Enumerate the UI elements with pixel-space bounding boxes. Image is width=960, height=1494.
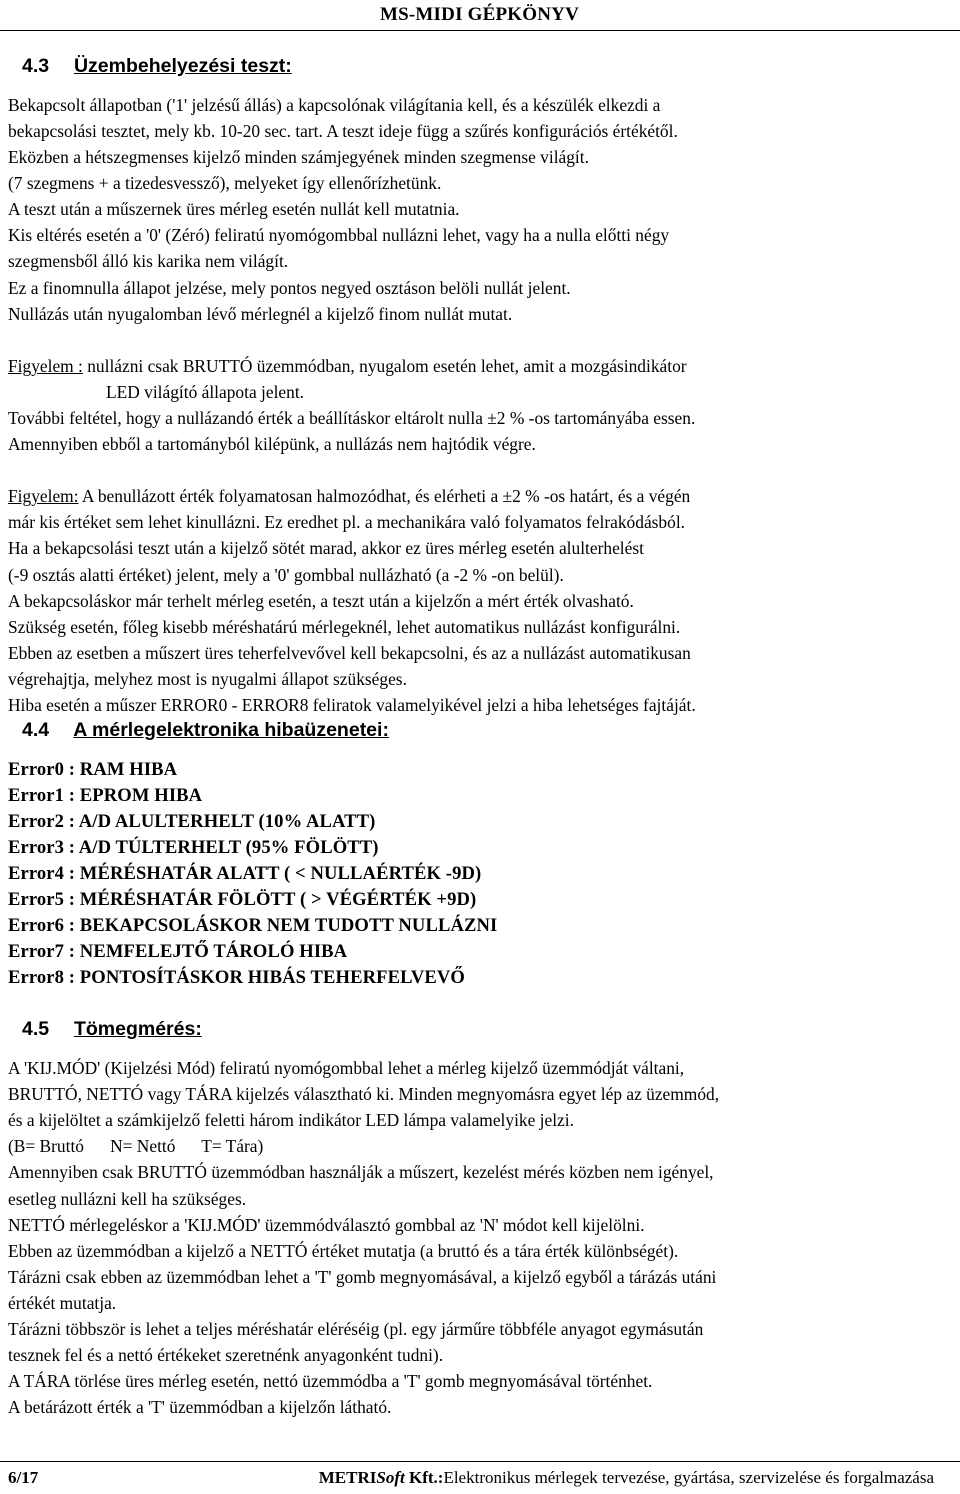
text-line: (-9 osztás alatti értéket) jelent, mely a '0' gombbal nullázható (a -2 % -on belül). (8, 565, 564, 585)
footer-text (319, 1468, 934, 1488)
text-line: bekapcsolási tesztet, mely kb. 10-20 sec. tart. A teszt ideje függ a szűrés konfigurációs értékétől. (8, 121, 678, 141)
text-line: Eközben a hétszegmenses kijelző minden számjegyének minden szegmense világít. (8, 147, 589, 167)
text-line: A betárázott érték a 'T' üzemmódban a kijelzőn látható. (8, 1397, 392, 1417)
section-number: 4.4 (22, 719, 50, 741)
text-line: esetleg nullázni kell ha szükséges. (8, 1189, 247, 1209)
text-line: Tárázni csak ebben az üzemmódban lehet a 'T' gomb megnyomásával, a kijelző egyből a tárázás utáni (8, 1267, 717, 1287)
note-label: Figyelem: (8, 486, 79, 506)
text-line: Ebben az esetben a műszert üres teherfelvevővel kell bekapcsolni, és az a nullázást automatikusan (8, 643, 691, 663)
text-line: Ez a finomnulla állapot jelzése, mely pontos negyed osztáson belöli nullát jelent. (8, 278, 571, 298)
note-text: nullázni csak BRUTTÓ üzemmódban, nyugalom esetén lehet, amit a mozgásindikátor (82, 356, 687, 376)
text-line: Hiba esetén a műszer ERROR0 - ERROR8 feliratok valamelyikével jelzi a hiba lehetséges fajtáját. (8, 695, 696, 715)
company-name-a: METRI (318, 1468, 377, 1487)
text-line: Tárázni többször is lehet a teljes méréshatár eléréséig (pl. egy járműre többféle anyagot egymásután (8, 1319, 704, 1339)
error-item: Error7 : NEMFELEJTŐ TÁROLÓ HIBA (8, 941, 348, 962)
section-4-3-heading (22, 55, 292, 78)
text-line: értékét mutatja. (8, 1293, 117, 1313)
section-4-4-heading (22, 719, 389, 742)
text-line: szegmensből álló kis karika nem világít. (8, 251, 289, 271)
text-line: Szükség esetén, főleg kisebb méréshatárú mérlegeknél, lehet automatikus nullázást konfigurálni. (8, 617, 681, 637)
section-title: Tömegmérés: (73, 1018, 202, 1040)
text-line: már kis értéket sem lehet kinullázni. Ez eredhet pl. a mechanikára való folyamatos felrakódásból. (8, 512, 686, 532)
note-line (8, 486, 690, 506)
text-line: A TÁRA törlése üres mérleg esetén, nettó üzemmódba a 'T' gomb megnyomásával történhet. (8, 1371, 653, 1391)
footer-divider (0, 1461, 960, 1462)
text-line: További feltétel, hogy a nullázandó érték a beállításkor eltárolt nulla ±2 % -os tartományába essen. (8, 408, 696, 428)
text-line: A teszt után a műszernek üres mérleg esetén nullát kell mutatnia. (8, 199, 460, 219)
text-line: Amennyiben ebből a tartományból kilépünk, a nullázás nem hajtódik végre. (8, 434, 536, 454)
text-line: Kis eltérés esetén a '0' (Zéró) feliratú nyomógombbal nullázni lehet, vagy ha a nulla előtti négy (8, 225, 670, 245)
error-item: Error6 : BEKAPCSOLÁSKOR NEM TUDOTT NULLÁZNI (8, 915, 498, 936)
error-item: Error2 : A/D ALULTERHELT (10% ALATT) (8, 811, 376, 832)
text-line: Nullázás után nyugalomban lévő mérlegnél a kijelző finom nullát mutat. (8, 304, 513, 324)
section-number: 4.3 (22, 55, 50, 77)
text-line: és a kijelöltet a számkijelző feletti három indikátor LED lámpa valamelyike jelzi. (8, 1110, 574, 1130)
text-line: végrehajtja, melyhez most is nyugalmi állapot szükséges. (8, 669, 407, 689)
error-item: Error4 : MÉRÉSHATÁR ALATT ( < NULLAÉRTÉK -9D) (8, 863, 482, 884)
header-title: MS-MIDI GÉPKÖNYV (380, 4, 579, 25)
text-line: LED világító állapota jelent. (106, 382, 304, 402)
text-line: (7 szegmens + a tizedesvessző), melyeket így ellenőrízhetünk. (8, 173, 442, 193)
error-item: Error1 : EPROM HIBA (8, 785, 203, 806)
note-text: A benullázott érték folyamatosan halmozódhat, és elérheti a ±2 % -os határt, és a végén (78, 486, 691, 506)
note-line (8, 356, 687, 376)
text-line: (B= Bruttó N= Nettó T= Tára) (8, 1136, 264, 1156)
page-number: 6/17 (8, 1468, 39, 1487)
error-item: Error5 : MÉRÉSHATÁR FÖLÖTT ( > VÉGÉRTÉK +9D) (8, 889, 477, 910)
text-line: Ha a bekapcsolási teszt után a kijelző sötét marad, akkor ez üres mérleg esetén alulterhelést (8, 538, 644, 558)
section-title: A mérlegelektronika hibaüzenetei: (73, 719, 389, 741)
company-description: Elektronikus mérlegek tervezése, gyártása, szervizelése és forgalmazása (443, 1468, 934, 1487)
text-line: tesznek fel és a nettó értékeket szeretnénk anyagonként tudni). (8, 1345, 444, 1365)
header-divider (0, 30, 960, 31)
text-line: BRUTTÓ, NETTÓ vagy TÁRA kijelzés választható ki. Minden megnyomásra egyet lép az üzemmód, (8, 1084, 720, 1104)
text-line: Bekapcsolt állapotban ('1' jelzésű állás) a kapcsolónak világítania kell, és a készülék elkezdi a (8, 95, 661, 115)
section-number: 4.5 (22, 1018, 50, 1040)
text-line: Amennyiben csak BRUTTÓ üzemmódban használják a műszert, kezelést mérés közben nem igényel, (8, 1162, 714, 1182)
section-4-5-heading (22, 1018, 202, 1041)
note-label: Figyelem : (8, 356, 83, 376)
text-line: A bekapcsoláskor már terhelt mérleg esetén, a teszt után a kijelzőn a mért érték olvasható. (8, 591, 634, 611)
text-line: NETTÓ mérlegeléskor a 'KIJ.MÓD' üzemmódválasztó gombbal az 'N' módot kell kijelölni. (8, 1215, 645, 1235)
text-line: Ebben az üzemmódban a kijelző a NETTÓ értéket mutatja (a bruttó és a tára érték különbségét). (8, 1241, 679, 1261)
company-name-c: Kft.: (404, 1468, 444, 1487)
error-item: Error3 : A/D TÚLTERHELT (95% FÖLÖTT) (8, 837, 379, 858)
section-title: Üzembehelyezési teszt: (73, 55, 292, 77)
error-item: Error8 : PONTOSÍTÁSKOR HIBÁS TEHERFELVEVŐ (8, 967, 465, 988)
company-name-b: Soft (376, 1468, 405, 1487)
error-item: Error0 : RAM HIBA (8, 759, 178, 780)
text-line: A 'KIJ.MÓD' (Kijelzési Mód) feliratú nyomógombbal lehet a mérleg kijelző üzemmódját váltani, (8, 1058, 685, 1078)
